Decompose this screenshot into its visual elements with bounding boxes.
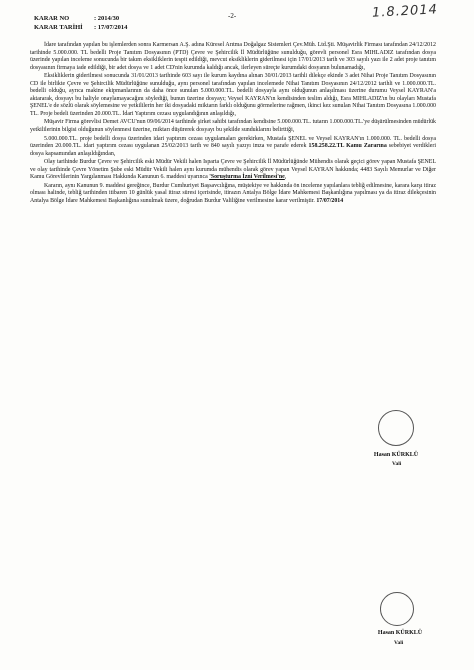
paragraph-5: Olay tarihinde Burdur Çevre ve Şehircilik eski Müdür Vekili halen Isparta Çevre ve Şehircilik İl Müdürlüğünde Mühendis olarak geçici görev yapan Mustafa ŞENEL ve olay tarihinde Çevre Yönetim Şube eski Müdür Vekili halen aynı kurumda mühendis olarak görev yapan Veysel KAYRAN hakkında; 4483 Sayılı Memurlar ve Diğer Kamu Görevlilerinin Yargılanması Hakkında Kanunun 6. maddesi uyarınca 'Soruşturma İzni Verilmesi'ne,: [30, 159, 436, 181]
emphasis-text: 'Soruşturma İzni Verilmesi'ne: [209, 174, 285, 181]
paragraph-3: Müşavir Firma görevlisi Demet AVCU'nun 09/06/2014 tarihinde şirket sahibi tarafından kendisine 5.000.000.TL. tutarın 1.000.000.TL.'ye düşürülmesinden müdürlük yetkililerinin bilgisi olduğunun söylenmesi üzerine, miktarı düşürerek dosyayı bu şekilde sunduklarını belirttiği,: [30, 119, 436, 134]
karar-tarihi-label: KARAR TARİHİ: [34, 24, 83, 31]
paragraph-2: Eksikliklerin giderilmesi sonucunda 31/01/2013 tarihinde 603 sayı ile kurum kaydına alınan 30/01/2013 tarihli dilekçe ekinde 3 adet Nihai Proje Tanıtım Dosyasının CD ile birlikte Çevre ve Şehircilik Müdürlüğüne sunulduğu, aynı personel tarafından yapılan incelemede Nihai Tanıtım Dosyasının 24/12/2012 tarihli ve 1.000.000.TL. bedelli olduğu, ayrıca makine ekipmanlarının da daha önce sunulan 5.000.000.TL. bedelli dosyayla aynı olduğunun anlaşılması üzerine durumu Veysel KAYRAN'a aktararak, dosyayı bu haliyle onaylamayacağını söylediği, bunun üzerine dosyayı; Veysel KAYRAN'ın kendisinden teslim aldığı, Esra MIHLADIZ'ın bu olayları Mustafa ŞENEL'e de sözlü olarak söylemesine ve yetkililerin her iki dosyadaki miktarın farklı olduğunu görmelerine rağmen, ikinci kez sunulan Nihai Tanıtım Dosyasına 1.000.000 TL. Proje bedeli üzerinden 20.000.TL. İdari Yaptırım cezası uygulandığının anlaşıldığı,: [30, 73, 436, 117]
paragraph-1: İdare tarafından yapılan bu işlemlerden sonra Karmersan A.Ş. adına Küresel Arıtma Doğalgaz Sistemleri Çev.Müh. Ltd.Şti. Müşavirlik Firması tarafından 24/12/2012 tarihinde 5.000.000. TL bedelli Proje Tanıtım Dosyasının (PTD) Çevre ve Şehircilik İl Müdürlüğüne sunulduğu, görevli personel Esra MIHLADIZ tarafından dosya üzerinde yapılan inceleme sonucunda bir takım eksikliklerin tespit edildiği, mevcut eksikliklerin giderilmesi için 17/01/2013 tarih ve 303 sayılı yazı ile 2 adet proje tanıtım dosyasının firmaya iade edildiği, bir adet dosya ve 1 adet CD'nin kurumda kaldığı ancak, ilerleyen süreçte kurumdaki dosyanın bulunamadığı,: [30, 42, 436, 71]
decision-header: [34, 14, 127, 32]
paragraph-4-text: 5.000.000.TL. proje bedelli dosya üzerinden idari yaptırım cezası uygulamaları gerekirken, Mustafa ŞENEL ve Veysel KAYRAN'ın 1.000.000. TL. bedelli dosya üzerinden 20.000.TL. idari yaptırım cezası uygulanan 25/02/2013 tarih ve 840 sayılı yazıyı imza ve parafe ederek 158.258.22.TL Kamu Zararına sebebiyet verdikleri dosya kapsamından anlaşıldığından,: [30, 135, 436, 157]
page-number: -2-: [228, 12, 237, 20]
emphasis-text: 17/07/2014: [316, 197, 344, 204]
paragraph-4: [30, 136, 436, 159]
official-seal-2: [380, 592, 414, 626]
official-seal-1: [378, 410, 414, 446]
paragraph-6: Kararın, aynı Kanunun 9. maddesi gereğince, Burdur Cumhuriyet Başsavcılığına, müştekiye ve hakkında ön inceleme yapılanlara tebliğ edilmesine, karara karşı itiraz olması halinde, tebliğ tarihinden itibaren 10 günlük yasal itiraz süresi içerisinde, itirazın Antalya Bölge İdare Mahkemesi Başkanlığına yapılması ya da itiraz dilekçesinin Antalya Bölge İdare Mahkemesi Başkanlığına sunulmak üzere, doğrudan Burdur Valiliğine verilmesine karar verilmiştir. 17/07/2014: [30, 182, 436, 204]
signature-title-2: Vali: [394, 640, 404, 646]
emphasis-text: 158.258.22.TL Kamu Zararına: [308, 143, 387, 150]
signature-title-1: Vali: [392, 461, 402, 467]
signature-name-2: Hasan KÜRKLÜ: [377, 630, 423, 636]
handwritten-date: 1.8.2014: [371, 2, 439, 21]
decision-body: [30, 42, 436, 205]
karar-no-label: KARAR NO: [34, 15, 70, 22]
signature-name-1: Hasan KÜRKLÜ: [373, 452, 419, 458]
karar-no-value: : 2014/30: [94, 15, 120, 22]
karar-tarihi-value: : 17/07/2014: [94, 24, 128, 31]
